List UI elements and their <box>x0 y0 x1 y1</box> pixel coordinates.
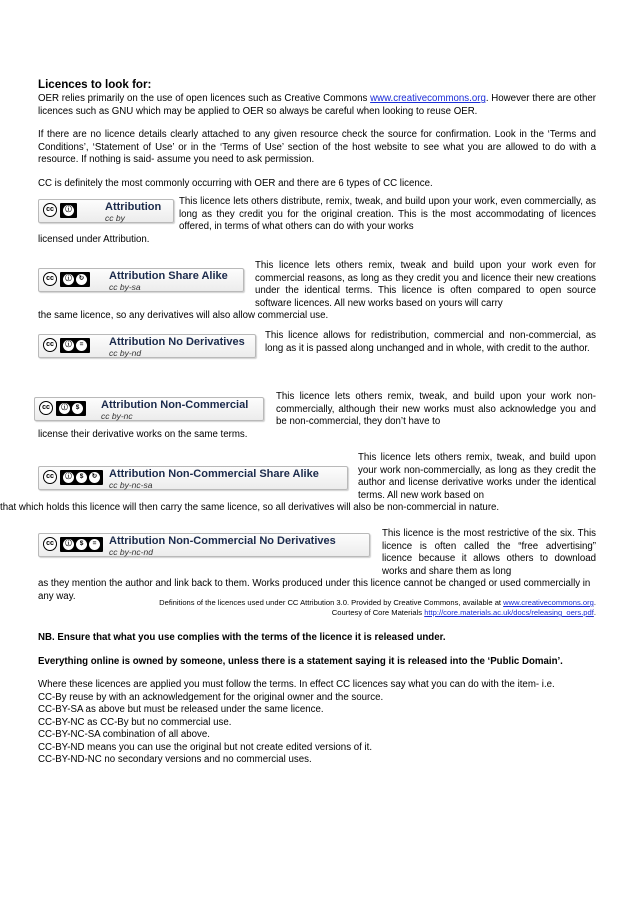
licence-description: This licence lets others remix, tweak and build upon your work even for commercial reasons, as long as they credit you and licence their new creations under the identical terms. This licence is often compared to open source software licences. All new works based on yours will carry <box>255 260 596 309</box>
terms-item: CC-BY-ND means you can use the original but not create edited versions of it. <box>38 741 373 753</box>
cc-icon: cc <box>43 272 57 286</box>
terms-item: CC-BY-NC as CC-By but no commercial use. <box>38 716 232 728</box>
cc-icon: cc <box>43 203 57 217</box>
cc-icon: cc <box>43 537 57 551</box>
terms-intro: Where these licences are applied you must follow the terms. In effect CC licences say what you can do with the item- i.e. <box>38 679 555 690</box>
person-icon: ⓘ <box>63 472 74 483</box>
cc-by-nc-badge <box>34 397 264 421</box>
terms-item: CC-By reuse by with an acknowledgement for the original owner and the source. <box>38 691 384 703</box>
terms-list <box>38 692 596 767</box>
cc-icon: cc <box>43 470 57 484</box>
terms-item: CC-BY-ND-NC no secondary versions and no commercial uses. <box>38 754 312 765</box>
cc-icon: cc <box>43 338 57 352</box>
licence-description-tail: licensed under Attribution. <box>38 233 150 245</box>
person-icon: ⓘ <box>63 340 74 351</box>
cc-by-sa-badge <box>38 268 244 292</box>
person-icon: ⓘ <box>63 205 74 216</box>
non-commercial-icon: $ <box>72 403 83 414</box>
non-commercial-icon: $ <box>76 539 87 550</box>
licence-description: This licence lets others distribute, remix, tweak, and build upon your work, even commercially, as long as they credit you for the original creation. This is the most accommodating of licences offered, in terms of what others can do with your works <box>179 196 596 232</box>
nb-note: NB. Ensure that what you use complies with the terms of the licence it is released under. <box>38 632 446 643</box>
licence-name: Attribution Non-Commercial <box>101 399 249 411</box>
licence-name: Attribution No Derivatives <box>109 336 245 348</box>
no-derivatives-icon: = <box>76 340 87 351</box>
licence-code: cc by-sa <box>109 282 141 292</box>
person-icon: ⓘ <box>63 274 74 285</box>
licence-attribution-non-commercial <box>38 391 596 443</box>
document-page <box>0 78 596 767</box>
licence-description: This licence lets others remix, tweak, and build upon your work non-commercially, as long as they credit the author and license derivative works under the identical terms. All new work based on <box>358 452 596 501</box>
terms-item: CC-BY-SA as above but must be released under the same licence. <box>38 704 324 715</box>
licence-code: cc by-nd <box>109 348 142 358</box>
cc-by-nd-badge <box>38 334 256 358</box>
cc-by-badge <box>38 199 174 223</box>
share-alike-icon: ↻ <box>89 472 100 483</box>
licence-name: Attribution Non-Commercial No Derivatives <box>109 535 336 547</box>
licence-attribution <box>38 196 596 246</box>
creativecommons-credit-link[interactable]: www.creativecommons.org <box>503 598 594 607</box>
intro-paragraph-1: OER relies primarily on the use of open licences such as Creative Commons www.creativecommons.org. However there are other licences such as GNU which may be applied to OER so always be careful when looking to reuse OER. <box>38 93 596 117</box>
licence-code: cc by <box>105 213 125 223</box>
licence-description-tail: license their derivative works on the same terms. <box>38 428 248 440</box>
licence-description-tail: the same licence, so any derivatives will also allow commercial use. <box>38 310 329 321</box>
person-icon: ⓘ <box>63 539 74 550</box>
licence-code: cc by-nc <box>101 411 133 421</box>
licence-attribution-share-alike <box>38 260 596 322</box>
licence-description: This licence is the most restrictive of the six. This licence is often called the “free advertising” licence because it allows others to download works and share them as long <box>382 528 596 577</box>
licence-description: This licence allows for redistribution, commercial and non-commercial, as long as it is passed along unchanged and in whole, with credit to the author. <box>265 330 596 354</box>
licence-attribution-non-commercial-share-alike <box>0 452 596 516</box>
licence-credit: Definitions of the licences used under CC Attribution 3.0. Provided by Creative Commons, available at www.creativecommons.org. Courtesy of Core Materials http://core.materials.ac.uk/docs/releasing_oers.pdf. <box>159 598 596 617</box>
licence-name: Attribution Non-Commercial Share Alike <box>109 468 319 480</box>
licence-description: This licence lets others remix, tweak, and build upon your work non-commercially, although their new works must also acknowledge you and be non-commercial, they don’t have to <box>276 391 596 427</box>
licence-description-tail: as they mention the author and link back to them. Works produced under this licence cannot be changed or used commercially in any way. <box>38 578 591 602</box>
no-derivatives-icon: = <box>89 539 100 550</box>
licence-name: Attribution Share Alike <box>109 270 228 282</box>
ownership-note: Everything online is owned by someone, unless there is a statement saying it is released into the ‘Public Domain’. <box>38 655 563 667</box>
cc-icon: cc <box>39 401 53 415</box>
licence-attribution-non-commercial-no-derivatives <box>38 528 596 602</box>
licence-attribution-no-derivatives <box>38 330 596 380</box>
terms-item: CC-BY-NC-SA combination of all above. <box>38 729 210 740</box>
intro-paragraph-3: CC is definitely the most commonly occurring with OER and there are 6 types of CC licence. <box>38 177 433 189</box>
core-materials-link[interactable]: http://core.materials.ac.uk/docs/releasing_oers.pdf <box>424 608 594 617</box>
licence-description-tail: that which holds this licence will then carry the same licence, so all derivatives will also be non-commercial in nature. <box>0 502 500 513</box>
non-commercial-icon: $ <box>76 472 87 483</box>
person-icon: ⓘ <box>59 403 70 414</box>
licence-code: cc by-nc-nd <box>109 547 153 557</box>
creativecommons-link[interactable]: www.creativecommons.org <box>370 93 486 104</box>
cc-by-nc-nd-badge <box>38 533 370 557</box>
intro-paragraph-2: If there are no licence details clearly attached to any given resource check the source for confirmation. Look in the ‘Terms and Conditions’, ‘Statement of Use’ or in the ‘Terms of Use’ section of the host website to see what you are allowed to do with a resource. If nothing is said- assume you need to ask permission. <box>38 129 596 165</box>
cc-by-nc-sa-badge <box>38 466 348 490</box>
page-heading: Licences to look for: <box>38 78 152 91</box>
share-alike-icon: ↻ <box>76 274 87 285</box>
licence-name: Attribution <box>105 201 162 213</box>
licence-code: cc by-nc-sa <box>109 480 153 490</box>
